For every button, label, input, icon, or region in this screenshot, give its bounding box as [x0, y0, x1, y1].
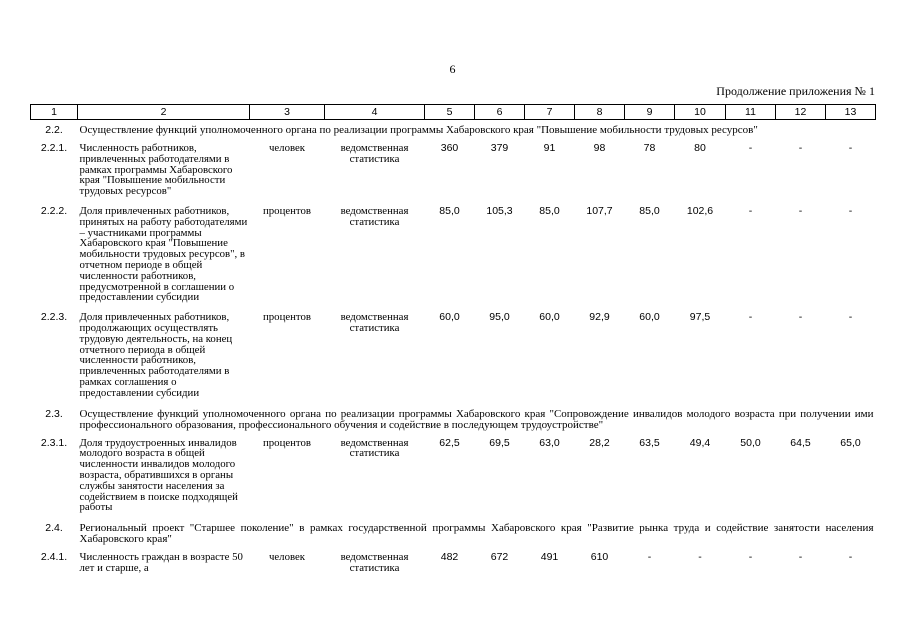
value-cell: 95,0 — [489, 311, 510, 324]
value-cell: 102,6 — [686, 204, 714, 217]
col-header: 10 — [675, 105, 726, 120]
value-cell: - — [748, 311, 753, 324]
source-cell: ведомственная статистика — [340, 311, 409, 334]
value-cell: 63,5 — [639, 436, 660, 449]
indicator-name: Численность граждан в возрасте 50 лет и старше, а — [79, 551, 243, 574]
indicator-name: Доля привлеченных работников, продолжающих осуществлять трудовую деятельность, на конец отчетного периода в общей численности работников, привлеченных работодателями в рамках соглашения о предоставлении субсидии — [79, 311, 233, 399]
col-header: 3 — [250, 105, 325, 120]
value-cell: 610 — [590, 551, 609, 564]
source-cell: ведомственная статистика — [340, 551, 409, 574]
table-row — [31, 202, 876, 308]
value-cell: 482 — [440, 551, 459, 564]
section-row — [31, 518, 876, 548]
value-cell: 85,0 — [639, 204, 660, 217]
col-header: 6 — [475, 105, 525, 120]
col-header: 13 — [826, 105, 876, 120]
value-cell: 69,5 — [489, 436, 510, 449]
value-cell: 62,5 — [439, 436, 460, 449]
value-cell: 491 — [540, 551, 559, 564]
row-code: 2.3.1. — [40, 436, 68, 449]
value-cell: - — [798, 551, 803, 564]
source-cell: ведомственная статистика — [340, 142, 409, 165]
value-cell: - — [698, 551, 702, 564]
row-code: 2.2.2. — [40, 204, 68, 217]
page-number: 6 — [449, 62, 456, 76]
section-row — [31, 120, 876, 140]
value-cell: 78 — [643, 142, 656, 154]
value-cell: 28,2 — [589, 436, 610, 449]
value-cell: 105,3 — [486, 204, 513, 217]
table-row — [31, 308, 876, 403]
value-cell: 98 — [593, 142, 606, 154]
value-cell: - — [848, 311, 853, 324]
source-cell: ведомственная статистика — [340, 436, 409, 460]
col-header: 5 — [425, 105, 475, 120]
value-cell: 107,7 — [586, 204, 613, 217]
value-cell: 97,5 — [689, 311, 711, 324]
value-cell: 50,0 — [740, 436, 761, 449]
section-title: Осуществление функций уполномоченного органа по реализации программы Хабаровского края "Сопровождение инвалидов молодого возраста при получении ими профессионального образования, профессионального обучения и содействие в последующем трудоустройстве" — [79, 407, 874, 431]
column-number-row — [31, 105, 876, 120]
row-code: 2.4. — [45, 522, 63, 535]
row-code: 2.2. — [45, 124, 63, 136]
table-body — [31, 120, 876, 579]
value-cell: - — [848, 204, 853, 217]
value-cell: 672 — [490, 551, 509, 564]
value-cell: 91 — [543, 142, 556, 154]
unit-cell: человек — [268, 142, 306, 154]
value-cell: 85,0 — [539, 204, 560, 217]
row-code: 2.3. — [45, 407, 63, 420]
section-title: Региональный проект "Старшее поколение" в рамках государственной программы Хабаровского края "Развитие рынка труда и содействие занятости населения Хабаровского края" — [79, 522, 874, 546]
source-cell: ведомственная статистика — [340, 204, 409, 228]
col-header: 8 — [575, 105, 625, 120]
value-cell: - — [748, 142, 753, 154]
value-cell: 63,0 — [539, 436, 560, 449]
value-cell: - — [798, 142, 803, 154]
value-cell: 379 — [490, 142, 509, 154]
value-cell: 60,0 — [539, 311, 560, 324]
value-cell: 80 — [694, 142, 706, 154]
col-header: 7 — [525, 105, 575, 120]
table-row — [31, 434, 876, 519]
indicator-name: Численность работников, привлеченных работодателями в рамках программы Хабаровского края "Повышение мобильности трудовых ресурсов" — [79, 142, 233, 198]
col-header: 9 — [625, 105, 675, 120]
unit-cell: процентов — [263, 311, 311, 324]
value-cell: 64,5 — [790, 436, 811, 449]
value-cell: - — [647, 551, 652, 564]
indicator-table — [30, 104, 876, 579]
unit-cell: человек — [268, 551, 306, 564]
value-cell: 92,9 — [589, 311, 610, 324]
value-cell: - — [848, 142, 853, 154]
value-cell: 360 — [440, 142, 459, 154]
value-cell: 60,0 — [439, 311, 460, 324]
continuation-label: Продолжение приложения № 1 — [716, 84, 875, 98]
value-cell: - — [798, 311, 803, 324]
value-cell: 85,0 — [439, 204, 460, 217]
table-row — [31, 139, 876, 202]
value-cell: - — [748, 551, 753, 564]
col-header: 2 — [78, 105, 250, 120]
col-header: 4 — [325, 105, 425, 120]
unit-cell: процентов — [263, 436, 311, 449]
row-code: 2.4.1. — [40, 551, 68, 564]
indicator-name: Доля привлеченных работников, принятых на работу работодателями – участниками программы Хабаровского края "Повышение мобильности трудовых ресурсов", в отчетном периоде в общей численности работников, предусмотренной в соглашении о предоставлении субсидии — [79, 204, 248, 304]
value-cell: - — [798, 204, 803, 217]
value-cell: - — [848, 551, 853, 564]
value-cell: 65,0 — [840, 436, 861, 449]
col-header: 12 — [776, 105, 826, 120]
value-cell: - — [748, 204, 753, 217]
value-cell: 60,0 — [639, 311, 660, 324]
row-code: 2.2.1. — [40, 142, 68, 154]
indicator-name: Доля трудоустроенных инвалидов молодого возраста в общей численности инвалидов молодого возраста, обратившихся в органы службы занятости населения за содействием в поиске подходящей работы — [79, 436, 238, 514]
section-row — [31, 404, 876, 434]
row-code: 2.2.3. — [40, 311, 68, 324]
value-cell: 49,4 — [689, 436, 711, 449]
col-header: 11 — [726, 105, 776, 120]
unit-cell: процентов — [263, 204, 311, 217]
section-title: Осуществление функций уполномоченного органа по реализации программы Хабаровского края "Повышение мобильности трудовых ресурсов" — [79, 124, 758, 136]
col-header: 1 — [31, 105, 78, 120]
table-row — [31, 548, 876, 579]
